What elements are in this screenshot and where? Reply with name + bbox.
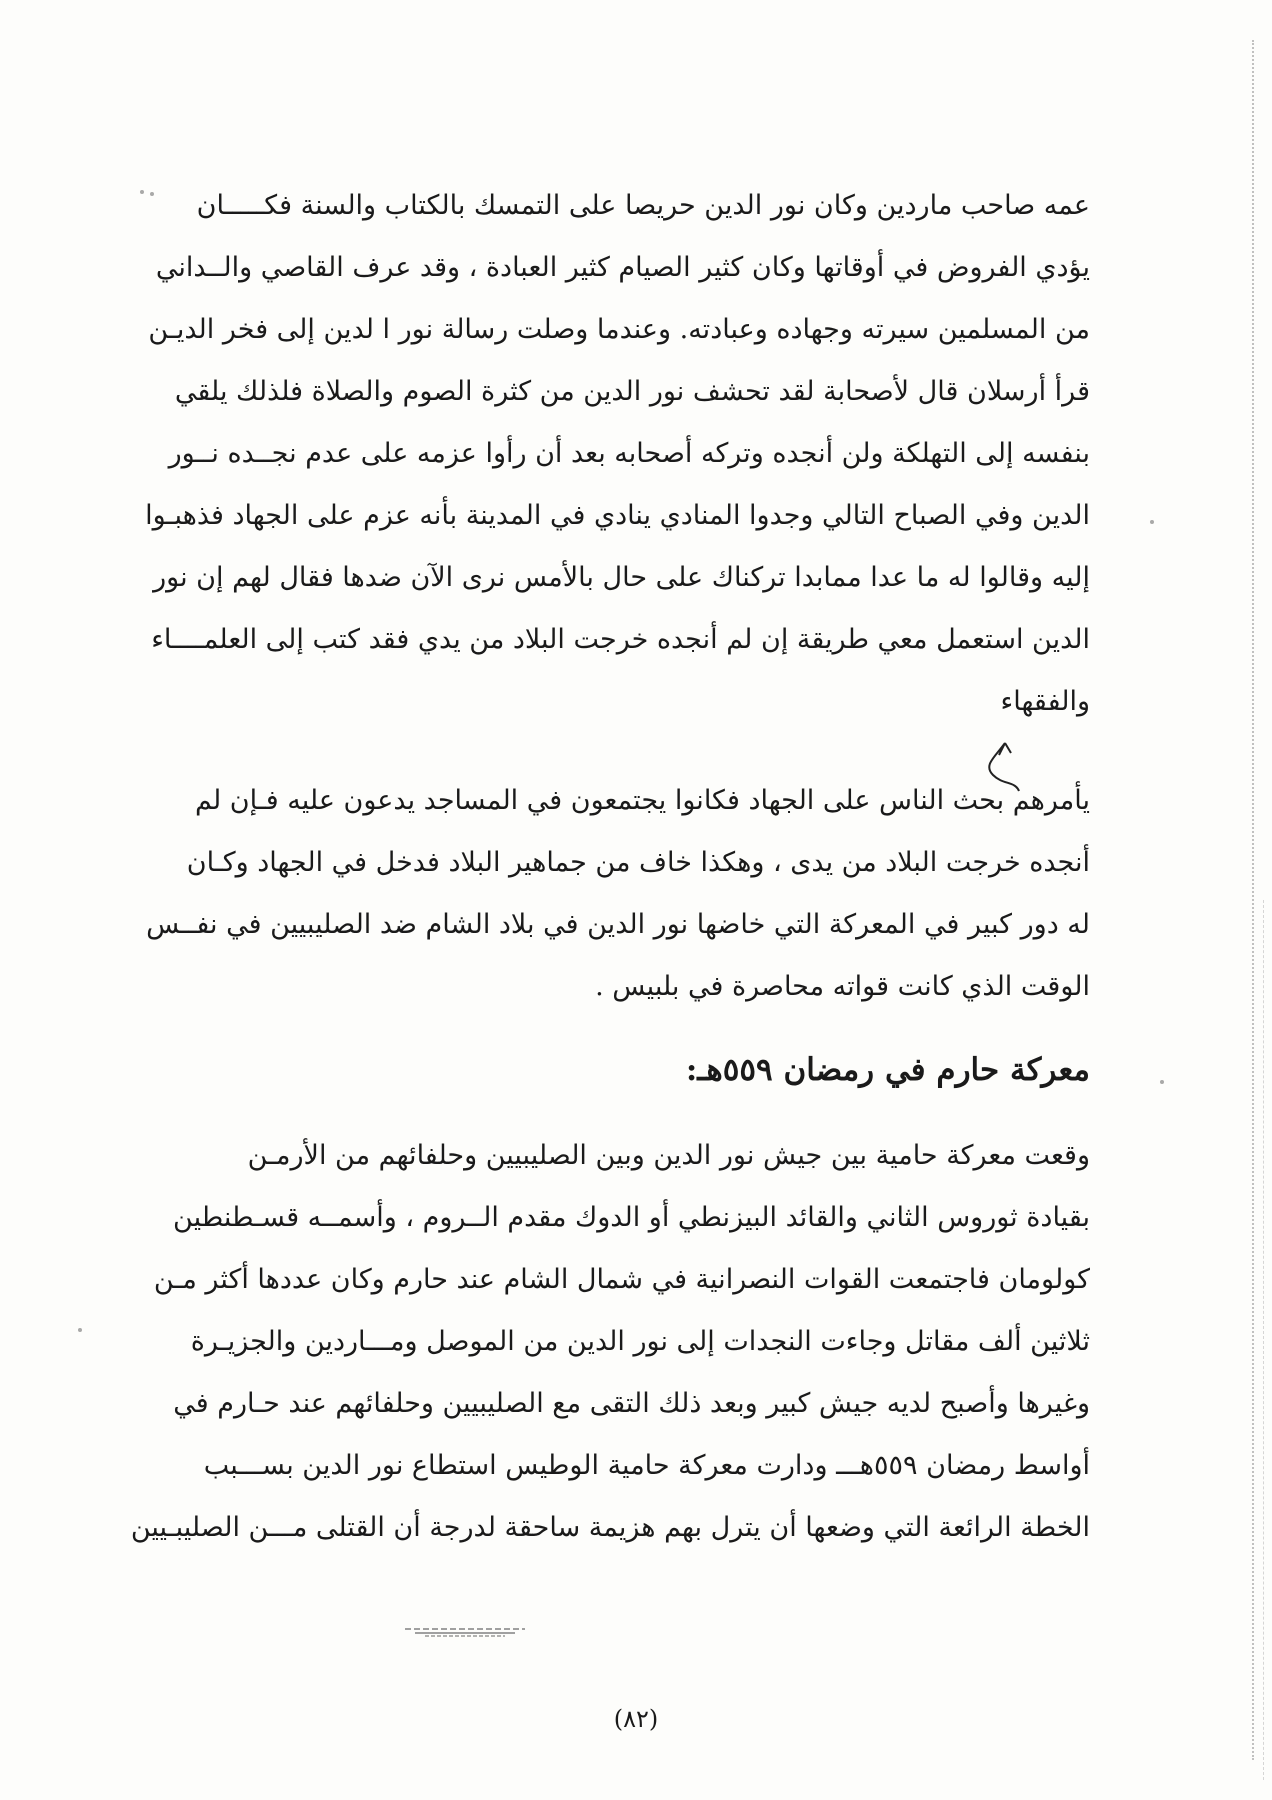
text-line: وقعت معركة حامية بين جيش نور الدين وبين الصليبيين وحلفائهم من الأرمـن (247, 1140, 1090, 1171)
scan-edge-artifact-secondary (1261, 900, 1264, 1780)
text-line: إليه وقالوا له ما عدا ممابدا تركناك على حال بالأمس نرى الآن ضدها فقال لهم إن نور (153, 562, 1090, 593)
scan-edge-artifact (1249, 40, 1254, 1760)
text-line: كولومان فاجتمعت القوات النصرانية في شمال الشام عند حارم وكان عددها أكثر مـن (153, 1264, 1090, 1295)
text-line: قرأ أرسلان قال لأصحابة لقد تحشف نور الدين من كثرة الصوم والصلاة فلذلك يلقي (174, 376, 1090, 407)
section-heading: معركة حارم في رمضان ٥٥٩هـ: (685, 1052, 1090, 1088)
text-line: بقيادة ثوروس الثاني والقائد البيزنطي أو الدوك مقدم الــروم ، وأسمــه قسـطنطين (173, 1202, 1090, 1233)
text-line: عمه صاحب ماردين وكان نور الدين حريصا على التمسك بالكتاب والسنة فكـــــان (196, 190, 1090, 221)
text-line: له دور كبير في المعركة التي خاضها نور الدين في بلاد الشام ضد الصليبيين في نفــس (146, 909, 1090, 940)
page-number: (٨٢) (613, 1705, 659, 1733)
paragraph-1 (145, 175, 1090, 733)
scan-speck (1150, 520, 1154, 524)
text-line: ثلاثين ألف مقاتل وجاءت النجدات إلى نور الدين من الموصل ومـــاردين والجزيـرة (190, 1326, 1090, 1357)
scan-speck (1160, 1080, 1164, 1084)
paragraph-3 (130, 1125, 1090, 1559)
text-line: يؤدي الفروض في أوقاتها وكان كثير الصيام كثير العبادة ، وقد عرف القاصي والــداني (155, 252, 1090, 283)
scan-speck (140, 190, 144, 194)
text-line: والفقهاء (1000, 686, 1090, 717)
text-line: الخطة الرائعة التي وضعها أن يترل بهم هزيمة ساحقة لدرجة أن القتلى مـــن الصليبـيين (130, 1512, 1090, 1543)
text-line: أنجده خرجت البلاد من يدى ، وهكذا خاف من جماهير البلاد فدخل في الجهاد وكـان (186, 847, 1090, 878)
text-line: الدين استعمل معي طريقة إن لم أنجده خرجت البلاد من يدي فقد كتب إلى العلمــــاء (151, 624, 1090, 655)
text-line: أواسط رمضان ٥٥٩هـــ ودارت معركة حامية الوطيس استطاع نور الدين بســـبب (203, 1450, 1090, 1481)
text-line: من المسلمين سيرته وجهاده وعبادته. وعندما وصلت رسالة نور ا لدين إلى فخر الديـن (148, 314, 1090, 345)
paragraph-2 (146, 770, 1090, 1018)
footnote-separator (405, 1625, 525, 1639)
text-line: وغيرها وأصبح لديه جيش كبير وبعد ذلك التقى مع الصليبيين وحلفائهم عند حـارم في (173, 1388, 1090, 1419)
text-line: الدين وفي الصباح التالي وجدوا المنادي ينادي في المدينة بأنه عزم على الجهاد فذهبـوا (145, 500, 1090, 531)
scan-speck (150, 192, 154, 196)
scan-speck (78, 1328, 82, 1332)
text-line: يأمرهم بحث الناس على الجهاد فكانوا يجتمعون في المساجد يدعون عليه فـإن لم (195, 785, 1090, 816)
text-line: بنفسه إلى التهلكة ولن أنجده وتركه أصحابه بعد أن رأوا عزمه على عدم نجــده نــور (168, 438, 1090, 469)
text-line: الوقت الذي كانت قواته محاصرة في بلبيس . (595, 971, 1090, 1002)
